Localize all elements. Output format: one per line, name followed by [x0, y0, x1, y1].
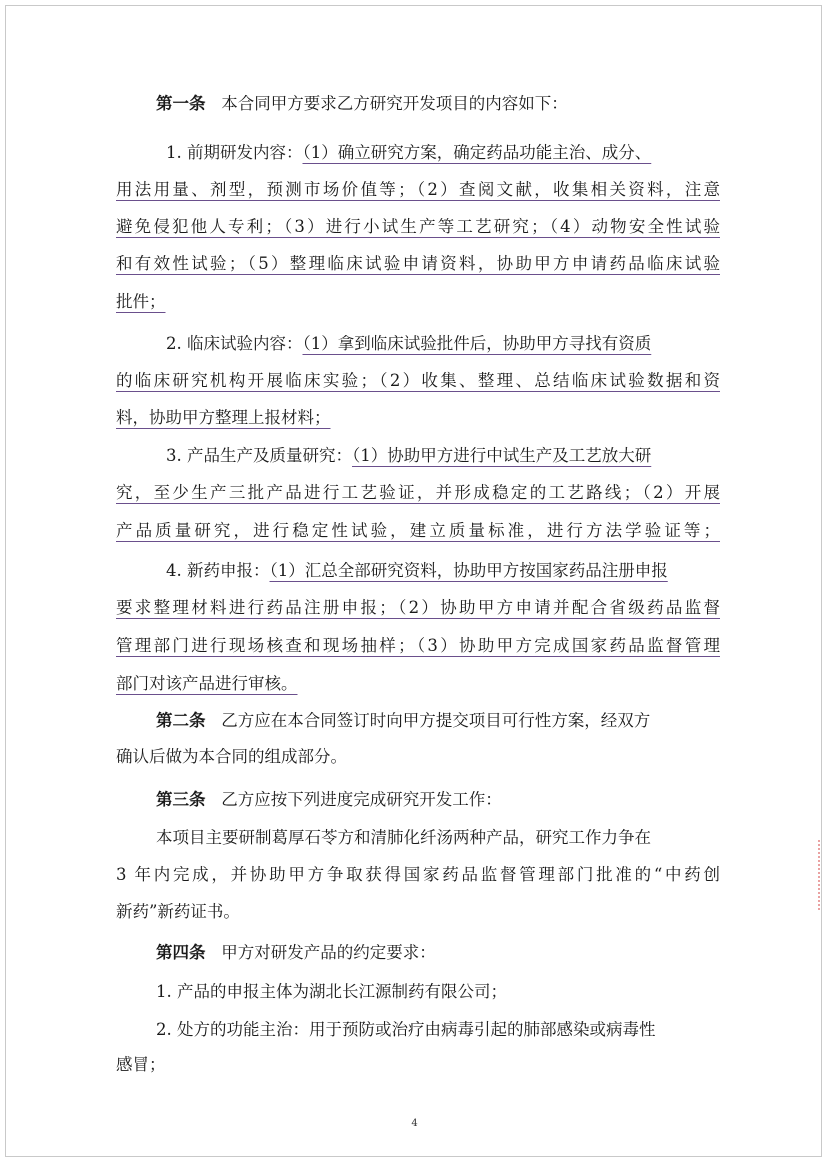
article4-item1: 1. 产品的申报主体为湖北长江源制药有限公司；	[156, 982, 507, 1001]
item4-line3: 管理部门进行现场核查和现场抽样；（3）协助甲方完成国家药品监督管理	[116, 636, 720, 655]
item3-label: 3. 产品生产及质量研究：	[166, 446, 352, 465]
article4-text1: 甲方对研发产品的约定要求：	[221, 943, 436, 962]
article1-heading: 第一条	[156, 94, 206, 113]
item3-line2: 究，至少生产三批产品进行工艺验证，并形成稳定的工艺路线；（2）开展	[116, 483, 720, 502]
item1-line4: 和有效性试验；（5）整理临床试验申请资料，协助甲方申请药品临床试验	[116, 254, 720, 273]
article3-line1	[156, 789, 502, 811]
article3-para-line3: 新药”新药证书。	[116, 902, 240, 921]
seal-edge-mark	[818, 840, 824, 910]
item2-line1	[166, 333, 651, 355]
item1-line5: 批件；	[116, 292, 166, 311]
item4-text1: （1）汇总全部研究资料，协助甲方按国家药品注册申报	[269, 561, 668, 580]
article2-text1: 乙方应在本合同签订时向甲方提交项目可行性方案，经双方	[221, 711, 651, 730]
article4-heading: 第四条	[156, 943, 206, 962]
item1-line2: 用法用量、剂型，预测市场价值等；（2）查阅文献，收集相关资料，注意	[116, 180, 720, 199]
item1-line1	[166, 142, 651, 164]
article3-heading: 第三条	[156, 790, 206, 809]
item3-line1	[166, 445, 651, 467]
article3-para-line1: 本项目主要研制葛厚石苓方和清肺化纤汤两种产品，研究工作力争在	[156, 828, 651, 847]
article2-heading: 第二条	[156, 711, 206, 730]
article3-para-line2: 3 年内完成，并协助甲方争取获得国家药品监督管理部门批准的“中药创	[116, 865, 720, 884]
article1-intro: 本合同甲方要求乙方研究开发项目的内容如下：	[221, 94, 568, 113]
item1-text1: （1）确立研究方案，确定药品功能主治、成分、	[302, 143, 652, 162]
item2-label: 2. 临床试验内容：	[166, 334, 303, 353]
item4-label: 4. 新药申报：	[166, 561, 270, 580]
item2-text1: （1）拿到临床试验批件后，协助甲方寻找有资质	[302, 334, 652, 353]
item2-line2: 的临床研究机构开展临床实验；（2）收集、整理、总结临床试验数据和资	[116, 371, 720, 390]
item4-line2: 要求整理材料进行药品注册申报；（2）协助甲方申请并配合省级药品监督	[116, 598, 720, 617]
item1-line3: 避免侵犯他人专利；（3）进行小试生产等工艺研究；（4）动物安全性试验	[116, 217, 720, 236]
article2-line2: 确认后做为本合同的组成部分。	[116, 747, 347, 766]
item3-line3: 产品质量研究，进行稳定性试验，建立质量标准，进行方法学验证等；	[116, 521, 720, 540]
article4-item2-line1: 2. 处方的功能主治：用于预防或治疗由病毒引起的肺部感染或病毒性	[156, 1020, 656, 1039]
item3-text1: （1）协助甲方进行中试生产及工艺放大研	[352, 446, 652, 465]
article3-text1: 乙方应按下列进度完成研究开发工作：	[221, 790, 502, 809]
page-number: 4	[411, 1118, 418, 1129]
item2-line3: 料，协助甲方整理上报材料；	[116, 408, 331, 427]
article1-line	[156, 93, 568, 115]
article4-line1	[156, 942, 436, 964]
item4-line1	[166, 560, 668, 582]
item1-label: 1. 前期研发内容：	[166, 143, 303, 162]
article2-line1	[156, 710, 650, 732]
item4-line4: 部门对该产品进行审核。	[116, 674, 298, 693]
article4-item2-line2: 感冒；	[116, 1055, 166, 1074]
